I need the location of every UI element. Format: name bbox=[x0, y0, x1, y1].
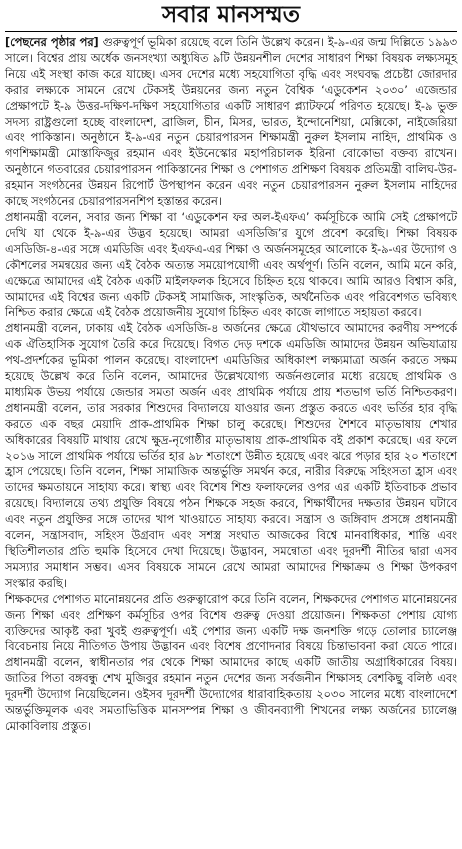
article-paragraph-2: প্রধানমন্ত্রী বলেন, সবার জন্য শিক্ষা বা ‘এডুকেশন ফর অল-ইএফএ’ কর্মসূচিকে আমি সেই প্রেক্ষাপটে দেখি যা থেকে ই-৯-এর উদ্ভব হয়েছে। আমরা এসডিজি’র যুগে প্রবেশ করেছি। শিক্ষা বিষয়ক এসডিজি-৪-এর সঙ্গে এমডিজি এবং ইএফএ-এর শিক্ষা ও অর্জনসমূহের আলোকে ই-৯-এর উদ্যোগ ও কৌশলের সমন্বয়ের জন্য এই বৈঠক অত্যন্ত সময়োপযোগী এবং অর্থপূর্ণ। তিনি বলেন, আমি মনে করি, এক্ষেত্রে আমাদের এই বৈঠক একটি মাইলফলক হিসেবে চিহ্নিত হয়ে থাকবে। আমি আরও বিশ্বাস করি, আমাদের এই বিশ্বের জন্য একটি টেকসই সামাজিক, সাংস্কৃতিক, অর্থনৈতিক এবং পরিবেশগত ভবিষ্যৎ নিশ্চিত করার ক্ষেত্রে এই বৈঠক প্রয়োজনীয় সুযোগ চিহ্নিত এবং কাজে লাগাতে সহায়তা করবে। bbox=[5, 210, 457, 320]
paragraph-text: গুরুত্বপূর্ণ ভূমিকা রয়েছে বলে তিনি উল্লেখ করেন। ই-৯-এর জন্ম দিল্লিতে ১৯৯৩ সালে। বিশ্বের প্রায় অর্ধেক জনসংখ্যা অধ্যুষিত ৯টি উন্নয়নশীল দেশের সাধারণ শিক্ষা বিষয়ক লক্ষ্যসমূহ নিয়ে এই সংস্থা কাজ করে যাচ্ছে। এসব দেশের মধ্যে সহযোগিতা বৃদ্ধি এবং সংঘবদ্ধ প্রচেষ্টা জোরদার করার লক্ষ্যকে সামনে রেখে টেকসই উন্নয়নের জন্য নতুন বৈশ্বিক ‘এডুকেশন ২০৩০’ এজেন্ডার প্রেক্ষাপটে ই-৯ উত্তর-দক্ষিণ-দক্ষিণ সহযোগিতার একটি সাধারণ প্ল্যাটফর্মে পরিণত হয়েছে। ই-৯ ভুক্ত সদস্য রাষ্ট্রগুলো হচ্ছে বাংলাদেশ, ব্রাজিল, চীন, মিসর, ভারত, ইন্দোনেশিয়া, মেক্সিকো, নাইজেরিয়া এবং পাকিস্তান। অনুষ্ঠানে ই-৯-এর নতুন চেয়ারপারসন শিক্ষামন্ত্রী নুরুল ইসলাম নাহিদ, প্রাথমিক ও গণশিক্ষামন্ত্রী মোস্তাফিজুর রহমান এবং ইউনেস্কোর মহাপরিচালক ইরিনা বোকোভা বক্তব্য রাখেন। অনুষ্ঠানে গতবারের চেয়ারপারসন পাকিস্তানের শিক্ষা ও পেশাগত প্রশিক্ষণ বিষয়ক প্রতিমন্ত্রী বালিঘ-উর-রহমান সংগঠনের উন্নয়ন রিপোর্ট উপস্থাপন করেন এবং নতুন চেয়ারপারসন নুরুল ইসলাম নাহিদের কাছে সংগঠনের চেয়ারপারসনশিপ হস্তান্তর করেন। bbox=[5, 36, 458, 209]
article-paragraph-3: প্রধানমন্ত্রী বলেন, ঢাকায় এই বৈঠক এসডিজি-৪ অর্জনের ক্ষেত্রে যৌথভাবে আমাদের করণীয় সম্পর্কে এক ঐতিহাসিক সুযোগ তৈরি করে দিয়েছে। বিগত দেড় দশকে এমডিজি আমাদের উন্নয়ন অভিযাত্রায় পথ-প্রদর্শকের ভূমিকা পালন করেছে। বাংলাদেশ এমডিজির অধিকাংশ লক্ষ্যমাত্রা অর্জন করতে সক্ষম হয়েছে উল্লেখ করে তিনি বলেন, আমাদের উল্লেখযোগ্য অর্জনগুলোর মধ্যে রয়েছে প্রাথমিক ও মাধ্যমিক উভয় পর্যায়ে জেন্ডার সমতা অর্জন এবং প্রাথমিক পর্যায়ে প্রায় শতভাগ ভর্তি নিশ্চিতকরণ। প্রধানমন্ত্রী বলেন, তার সরকার শিশুদের বিদ্যালয়ে যাওয়ার জন্য প্রস্তুত করতে এবং ভর্তির হার বৃদ্ধি করতে এক বছর মেয়াদি প্রাক-প্রাথমিক শিক্ষা চালু করেছে। শিশুদের শৈশবে মাতৃভাষায় শেখার অধিকারের বিষয়টি মাথায় রেখে ক্ষুদ্র-নৃগোষ্ঠীর মাতৃভাষায় প্রাক-প্রাথমিক বই প্রকাশ করেছে। এর ফলে ২০১৬ সালে প্রাথমিক পর্যায়ে ভর্তির হার ৯৮ শতাংশে উন্নীত হয়েছে এবং ঝরে পড়ার হার ২০ শতাংশে হ্রাস পেয়েছে। তিনি বলেন, শিক্ষা সামাজিক অন্তর্ভুক্তি সমর্থন করে, নারীর বিরুদ্ধে সহিংসতা হ্রাস এবং তাদের ক্ষমতায়নে সাহায্য করে। স্বাস্থ্য এবং বিশেষ শিশু ফলাফলের ওপর এর একটি ইতিবাচক প্রভাব রয়েছে। বিদ্যালয়ে তথ্য প্রযুক্তি বিষয়ে পঠন শিক্ষকে সহজ করবে, শিক্ষার্থীদের দক্ষতার উন্নয়ন ঘটাবে এবং নতুন প্রযুক্তির সঙ্গে তাদের খাপ খাওয়াতে সাহায্য করবে। সন্ত্রাস ও জঙ্গিবাদ প্রসঙ্গে প্রধানমন্ত্রী বলেন, সন্ত্রাসবাদ, সহিংস উগ্রবাদ এবং সশস্ত্র সংঘাত আজকের বিশ্বে মানবাধিকার, শান্তি এবং স্থিতিশীলতার প্রতি হুমকি হিসেবে দেখা দিয়েছে। উদ্ভাবন, সমন্বোতা এবং দূরদর্শী নীতির দ্বারা এসব সমস্যার সমাধান সম্ভব। এসব বিষয়কে সামনে রেখে আমরা আমাদের শিক্ষাক্রম ও শিক্ষা উপকরণ সংস্কার করছি। bbox=[5, 322, 457, 590]
article-body bbox=[5, 35, 457, 735]
article-paragraph-4: শিক্ষকদের পেশাগত মানোন্নয়নের প্রতি গুরুত্বারোপ করে তিনি বলেন, শিক্ষকদের পেশাগত মানোন্নয়নের জন্য শিক্ষা এবং প্রশিক্ষণ কর্মসূচির ওপর বিশেষ গুরুত্ব দেওয়া প্রয়োজন। শিক্ষকতা পেশায় যোগ্য ব্যক্তিদের আকৃষ্ট করা খুবই গুরুত্বপূর্ণ। এই পেশার জন্য একটি দক্ষ জনশক্তি গড়ে তোলার চ্যালেঞ্জ বিবেচনায় নিয়ে নীতিগত উপায় উদ্ভাবন এবং বিশেষ প্রণোদনার বিষয়ে চিন্তাভাবনা করা যেতে পারে। প্রধানমন্ত্রী বলেন, স্বাধীনতার পর থেকে শিক্ষা আমাদের কাছে একটি জাতীয় অগ্রাধিকারের বিষয়। জাতির পিতা বঙ্গবন্ধু শেখ মুজিবুর রহমান নতুন দেশের জন্য সর্বজনীন শিক্ষাসহ বেশকিছু বলিষ্ঠ এবং দূরদর্শী উদ্যোগ নিয়েছিলেন। ওইসব দূরদর্শী উদ্যোগের ধারাবাহিকতায় ২০৩০ সালের মধ্যে বাংলাদেশে অন্তর্ভুক্তিমূলক এবং সমতাভিত্তিক মানসম্পন্ন শিক্ষা ও জীবনব্যাপী শিখনের লক্ষ্য অর্জনের চ্যালেঞ্জ মোকাবিলায় প্রস্তুত। bbox=[5, 592, 457, 733]
article-paragraph-1 bbox=[5, 35, 457, 210]
continuation-label: [পেছনের পৃষ্ঠার পর] bbox=[5, 36, 99, 49]
headline: সবার মানসম্মত bbox=[161, 2, 301, 28]
headline-rule bbox=[5, 31, 457, 32]
